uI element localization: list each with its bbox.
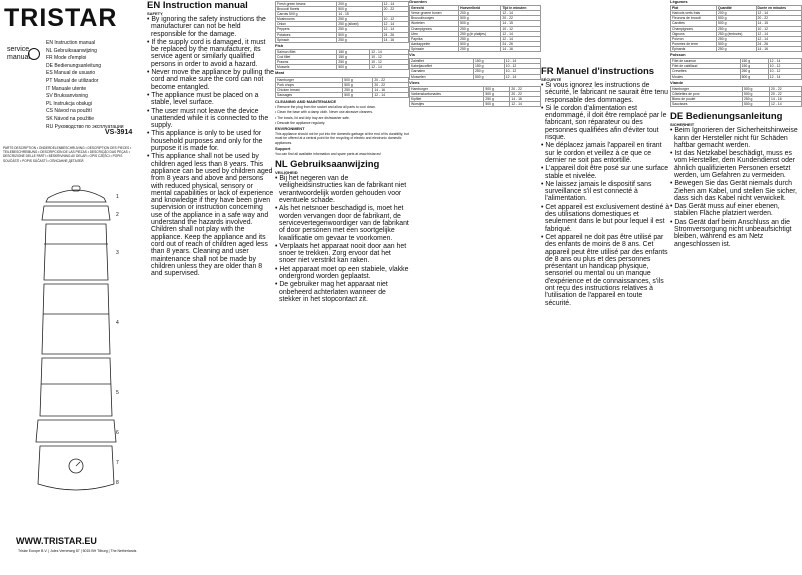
service-manual-mark: service manual: [7, 46, 30, 61]
language-item: EN Instruction manual: [46, 40, 96, 46]
table-row: Chicken breast 250 g 14 - 16: [276, 87, 409, 92]
safety-item: • If the supply cord is damaged, it must be replaced by the manufacturer, its service agent or similarly qualified persons in order to avoid a hazard.: [147, 38, 266, 68]
language-list: [46, 40, 124, 131]
language-item: IT Manuale utente: [46, 85, 87, 92]
svg-text:7: 7: [116, 460, 119, 466]
table-row: Peppers 250 g 12 - 14: [276, 27, 409, 32]
table-row: Pork chops 500 g 20 - 22: [276, 82, 409, 87]
svg-text:4: 4: [116, 320, 119, 326]
fr-title: FR Manuel d'instructions: [541, 66, 655, 77]
de-safety-list: • Beim Ignorieren der Sicherheitshinweise kann der Hersteller nicht für Schäden haftbar gemacht werden. • Ist das Netzkabel beschädigt, muss es vom Hersteller, dem Kundendienst oder ähnlich qualifizierten Personen ersetzt werden, um Gefahren zu vermeiden. • Bewegen Sie das Gerät niemals durch Ziehen am Kabel, und stellen Sie sicher, dass sich das Kabel nicht verwickelt. • Das Gerät muss auf einer ebenen, stabilen Fläche platziert werden. • Das Gerät darf beim Anschluss an die Stromversorgung nicht unbeaufsichtigt bleiben, während es am Netz angeschlossen ist.: [670, 127, 798, 248]
table-row: Poivron 250 g 12 - 14: [671, 36, 802, 41]
safety-item: • The appliance must be placed on a stable, level surface.: [147, 91, 259, 107]
table-row: Potatoes 500 g 24 - 26: [276, 32, 409, 37]
fr-meat-table: [670, 86, 802, 107]
model-number: VS-3914: [105, 129, 133, 136]
safety-item: • By ignoring the safety instructions the manufacturer can not be held responsible for the damage.: [147, 16, 266, 38]
table-row: Kipfilet 250 g 14 - 16: [410, 97, 541, 102]
table-row: Paprika 250 g 12 - 14: [410, 36, 541, 41]
table-row: Fleurons de brocoli 500 g 20 - 22: [671, 16, 802, 21]
table-row: Zalmfilet 150 g 12 - 14: [410, 59, 541, 64]
table-row: Varkenskarbonades 500 g 20 - 22: [410, 91, 541, 96]
fr-fish-table: [670, 58, 802, 79]
table-row: Kabeljauwfilet 150 g 10 - 12: [410, 64, 541, 69]
svg-text:5: 5: [116, 390, 119, 396]
safety-item: • This appliance shall not be used by children aged less than 8 years. This appliance can be used by children aged from 8 years and above and persons with reduced physical, sensory or mental capabilities or lack of experience and knowledge if they have been given supervision or instruction concerning use of the appliance in a safe way and understand the hazards involved. Children shall not play with the appliance. Keep the appliance and its cord out of reach of children aged less than 8 years. Cleaning and user maintenance shall not be made by children unless they are older than 8 and supervised.: [147, 153, 274, 278]
en-meat-table: [275, 77, 409, 98]
table-row: Broccoli florets 500 g 20 - 22: [276, 7, 409, 12]
table-row: Saucisses 500 g 12 - 14: [671, 102, 802, 107]
table-row: Oignons 250 g (émincés) 12 - 14: [671, 31, 802, 36]
table-row: Filet de saumon 150 g 12 - 14: [671, 59, 802, 64]
en-continued-column: [275, 0, 409, 575]
table-row: Blanc de poulet 250 g 14 - 16: [671, 97, 802, 102]
footer-address: Tristar Europe B.V. | Jules Verneweg 87 | 5015 BH Tilburg | The Netherlands: [18, 549, 137, 553]
en-fish-table: [275, 49, 409, 70]
language-item: FR Mode d'emploi: [46, 55, 87, 62]
de-safety-label: SICHERHEIT: [670, 122, 695, 128]
table-row: Crevettes 250 g 10 - 12: [671, 69, 802, 74]
en-title: EN Instruction manual: [147, 0, 248, 11]
table-row: Uien 250 g (in plakjes) 12 - 14: [410, 31, 541, 36]
fr-safety-list: • Si vous ignorez les instructions de sécurité, le fabricant ne saurait être tenu responsable des dommages. • Si le cordon d'alimentation est endommagé, il doit être remplacé par le fabricant, son réparateur ou des personnes qualifiées afin d'éviter tout risque. • Ne déplacez jamais l'appareil en tirant sur le cordon et veillez à ce que ce dernier ne soit pas entortillé. • L'appareil doit être posé sur une surface stable et nivelée. • Ne laissez jamais le dispositif sans surveillance s'il est connecté à l'alimentation. • Cet appareil est exclusivement destiné à des utilisations domestiques et seulement dans le but pour lequel il est fabriqué. • Cet appareil ne doit pas être utilisé par des enfants de moins de 8 ans. Cet appareil peut être utilisé par des enfants de 8 ans ou plus et des personnes présentant un handicap physique, sensoriel ou mental ou un manque d'expérience et de connaissances, s'ils ont reçu des instructions relatives à l'utilisation de l'appareil en toute sécurité.: [541, 82, 670, 307]
steamer-illustration: [28, 184, 124, 514]
safety-item: • Never move the appliance by pulling the cord and make sure the cord can not become entangled.: [147, 69, 274, 91]
nl-meat-table: [409, 86, 541, 107]
table-row: Garnalen 250 g 10 - 12: [410, 69, 541, 74]
table-row: Pommes de terre 500 g 24 - 26: [671, 41, 802, 46]
en-fish-label: Fish: [275, 42, 284, 48]
en-cleaning-label: CLEANING AND MAINTENANCE: [275, 98, 337, 104]
table-row: Filet de cabillaud 150 g 10 - 12: [671, 64, 802, 69]
table-row: Mushrooms 250 g 10 - 12: [276, 17, 409, 22]
table-row: Aardappelen 500 g 24 - 26: [410, 41, 541, 46]
nl-fish-table: [409, 58, 541, 79]
table-row: Cod fillet 150 g 10 - 12: [276, 55, 409, 60]
table-row: Épinards 250 g 14 - 16: [671, 46, 802, 51]
table-row: Broccoliroosjes 500 g 20 - 22: [410, 16, 541, 21]
footer-website: WWW.TRISTAR.EU: [16, 536, 97, 546]
language-item: SV Bruksanvisning: [46, 93, 88, 100]
table-row: Salmon fillet 150 g 12 - 14: [276, 49, 409, 54]
en-safety-list: [147, 16, 275, 277]
table-row: Hamburger 500 g 20 - 22: [276, 77, 409, 82]
nl-title: NL Gebruiksaanwijzing: [275, 159, 380, 171]
table-row: Hamburger 500 g 20 - 22: [671, 86, 802, 91]
table-row: Champignons 250 g 10 - 12: [410, 26, 541, 31]
en-meat-label: Meat: [275, 70, 285, 76]
en-table-block: Fresh green beans 200 g 12 - 14 Broccoli florets 500 g 20 - 22 Carrots 500 g 14 - 15 Mushrooms 250 g 10 - 12 Onion 250 g (sliced) 12 - 14 Peppers 250 g 12 - 14 Potatoes 500 g 24 - 26 Spinach 250 g 14 - 16 Fish Salmon fillet 150 g 12 - 14 Cod fillet 150 g 10 - 12 Prawns 250 g 10 - 12 Mussels 500 g 12 - 14 Meat Hamburger 500 g 20 - 22 Pork chops 500 g 20 - 22 Chicken breast 250 g 14 - 16 Sausages 500 g 12 - 14 CLEANING AND MAINTENANCE • Remove the plug from the socket and allow all parts to cool down. • Clean the base with a damp cloth. Never use abrasive cleaners. • The bowls, lid and drip tray are dishwasher safe. • Descale the appliance regularly. ENVIRONMENT This appliance should not be put into the domestic garbage at the end of its durability, but must be offered at a central point for the recycling of electric and electronic domestic appliances. Support You can find all available information and spare parts at www.tristar.eu!: [275, 2, 409, 156]
en-cooking-table: [275, 1, 409, 43]
globe-icon: [28, 48, 40, 60]
table-row: Champignons 250 g 10 - 12: [671, 26, 802, 31]
table-row: Spinach 250 g 14 - 16: [276, 37, 409, 42]
language-item: DE Bedienungsanleitung: [46, 62, 102, 69]
nl-vegetable-table: Gerecht Hoeveelheid Tijd in minuten Verse groene bonen 200 g 12 - 14 Broccoliroosjes 500 g 20 - 22 Wortelen 500 g 14 - 15 Champignons 250 g 10 - 12 Uien 250 g (in plakjes) 12 - 14 Paprika 250 g 12 - 14 Aardappelen 500 g 24 - 26 Spinazie 250 g 14 - 16: [409, 5, 541, 52]
fr-de-column: Légumes Plat Quantité Durée en minutes Haricots verts frais 200 g 12 - 14 Fleurons de brocoli 500 g 20 - 22 Carottes 500 g 14 - 15 Champignons 250 g 10 - 12 Oignons 250 g (émincés) 12 - 14 Poivron 250 g 12 - 14 Pommes de terre 500 g 24 - 26 Épinards 250 g 14 - 16 Poisson Filet de saumon 150 g 12 - 14 Filet de cabillaud 150 g 10 - 12 Crevettes 250 g 10 - 12 Moules 500 g 12 - 14 Viande Hamburger 500 g 20 - 22 Côtelettes de porc 500 g 20 - 22 Blanc de poulet 250 g 14 - 16 Saucisses 500 g 12 - 14 DE Bedienungsanleitung SICHERHEIT • Beim Ignorieren der Sicherheitshinweise kann der Hersteller nicht für Schäden haftbar gemacht werden. • Ist das Netzkabel beschädigt, muss es vom Hersteller, dem Kundendienst oder ähnlich qualifizierten Personen ersetzt werden, um Gefahren zu vermeiden. • Bewegen Sie das Gerät niemals durch Ziehen am Kabel, und stellen Sie sicher, dass sich das Kabel nicht verwickelt. • Das Gerät muss auf einer ebenen, stabilen Fläche platziert werden. • Das Gerät darf beim Anschluss an die Stromversorgung nicht unbeaufsichtigt bleiben, während es am Netz angeschlossen ist.: [670, 0, 802, 575]
table-row: Moules 500 g 12 - 14: [671, 74, 802, 79]
nl-safety-label: VEILIGHEID: [275, 170, 298, 176]
parts-description-languages: PARTS DESCRIPTION • ONDERDELENBESCHRIJVING • DESCRIPTION DES PIECES • TEILEBESCHREIBUNG • DESCRIPCIÓN DE LAS PIEZAS • DESCRIÇÃO DAS PEÇAS • DESCRIZIONE DELLE PARTI • BESKRIVNING AV DELAR • OPIS CZĘŚCI • POPIS SOUČÁSTÍ • POPIS SÚČASTÍ • ОПИСАНИЕ ДЕТАЛЕЙ: [3, 146, 132, 163]
cover-column: [0, 0, 140, 575]
safety-item: • This appliance is only to be used for household purposes and only for the purpose it is made for.: [147, 130, 263, 153]
language-item: PL Instrukcja obsługi: [46, 100, 92, 107]
svg-text:8: 8: [116, 480, 119, 486]
table-row: Verse groene bonen 200 g 12 - 14: [410, 11, 541, 16]
table-row: Mosselen 500 g 12 - 14: [410, 74, 541, 79]
language-item: ES Manual de usuario: [46, 70, 96, 77]
safety-item: • The user must not leave the device unattended while it is connected to the supply.: [147, 107, 269, 130]
svg-text:3: 3: [116, 250, 119, 256]
language-item: SK Návod na použitie: [46, 115, 95, 122]
nl-safety-list: • Bij het negeren van de veiligheidsinstructies kan de fabrikant niet verantwoordelijk worden gehouden voor eventuele schade. • Als het netsnoer beschadigd is, moet het worden vervangen door de fabrikant, de servicevertegenwoordiger van de fabrikant of door personen met een soortgelijke kwalificatie om gevaar te voorkomen. • Verplaats het apparaat nooit door aan het snoer te trekken. Zorg ervoor dat het snoer niet verstrikt kan raken. • Het apparaat moet op een stabiele, vlakke ondergrond worden geplaatst. • De gebruiker mag het apparaat niet onbeheerd achterlaten wanneer de stekker in het stopcontact zit.: [275, 175, 409, 303]
table-row: Carottes 500 g 14 - 15: [671, 21, 802, 26]
table-row: Mussels 500 g 12 - 14: [276, 65, 409, 70]
table-row: Côtelettes de porc 500 g 20 - 22: [671, 91, 802, 96]
en-environment-label: ENVIRONMENT: [275, 125, 305, 131]
language-item: CS Návod na použití: [46, 108, 92, 115]
table-row: Spinazie 250 g 14 - 16: [410, 46, 541, 51]
language-item: NL Gebruiksaanwijzing: [46, 47, 97, 54]
table-row: Prawns 250 g 10 - 12: [276, 60, 409, 65]
table-row: Haricots verts frais 200 g 12 - 14: [671, 11, 802, 16]
en-safety-label: SAFETY: [147, 11, 163, 16]
en-support-label: Support: [275, 145, 291, 151]
de-title: DE Bedienungsanleitung: [670, 111, 783, 123]
language-item: PT Manual de utilizador: [46, 77, 99, 84]
svg-text:1: 1: [116, 194, 119, 200]
table-row: Sausages 500 g 12 - 14: [276, 92, 409, 97]
table-row: Worstjes 500 g 12 - 14: [410, 102, 541, 107]
svg-text:6: 6: [116, 430, 119, 436]
nl-tables-column: Groenten Gerecht Hoeveelheid Tijd in minuten Verse groene bonen 200 g 12 - 14 Broccoliroosjes 500 g 20 - 22 Wortelen 500 g 14 - 15 Champignons 250 g 10 - 12 Uien 250 g (in plakjes) 12 - 14 Paprika 250 g 12 - 14 Aardappelen 500 g 24 - 26 Spinazie 250 g 14 - 16 Vis Zalmfilet 150 g 12 - 14 Kabeljauwfilet 150 g 10 - 12 Garnalen 250 g 10 - 12 Mosselen 500 g 12 - 14 Vlees Hamburger 500 g 20 - 22 Varkenskarbonades 500 g 20 - 22 Kipfilet 250 g 14 - 16 Worstjes 500 g 12 - 14: [409, 0, 541, 575]
table-row: Onion 250 g (sliced) 12 - 14: [276, 22, 409, 27]
brand-logo: TRISTAR: [4, 4, 118, 32]
fr-column: [541, 0, 670, 575]
table-row: Carrots 500 g 14 - 15: [276, 12, 409, 17]
fr-safety-label: SÉCURITÉ: [541, 77, 562, 82]
table-row: Wortelen 500 g 14 - 15: [410, 21, 541, 26]
table-row: Fresh green beans 200 g 12 - 14: [276, 2, 409, 7]
language-item: RU Руководство по эксплуатации: [46, 123, 124, 130]
svg-text:2: 2: [116, 212, 119, 218]
fr-vegetable-table: Plat Quantité Durée en minutes Haricots verts frais 200 g 12 - 14 Fleurons de brocoli 500 g 20 - 22 Carottes 500 g 14 - 15 Champignons 250 g 10 - 12 Oignons 250 g (émincés) 12 - 14 Poivron 250 g 12 - 14 Pommes de terre 500 g 24 - 26 Épinards 250 g 14 - 16: [670, 5, 802, 52]
en-column: [147, 0, 275, 575]
table-row: Hamburger 500 g 20 - 22: [410, 86, 541, 91]
